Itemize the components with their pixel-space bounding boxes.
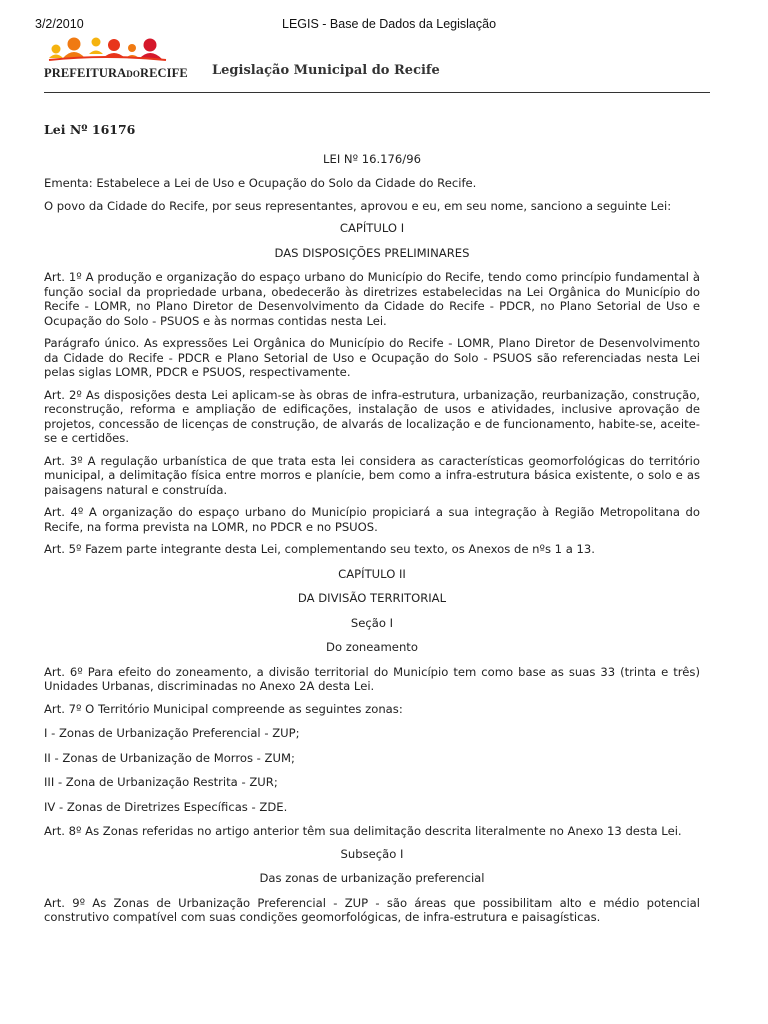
law-title: Lei Nº 16176	[44, 122, 136, 137]
logo-figures-icon	[46, 36, 176, 64]
law-paragraph: Art. 5º Fazem parte integrante desta Lei, complementando seu texto, os Anexos de nºs 1 a 13.	[44, 542, 595, 556]
law-paragraph: Art. 6º Para efeito do zoneamento, a divisão territorial do Município tem como base as suas 33 (trinta e três) Unidades Urbanas, discriminadas no Anexo 2A desta Lei.	[44, 664, 700, 693]
law-paragraph: Parágrafo único. As expressões Lei Orgânica do Município do Recife - LOMR, Plano Diretor de Desenvolvimento da Cidade do Recife - PDCR e Plano Setorial de Uso e Ocupação do Solo - PSUOS são referenciadas nesta Lei pelas siglas LOMR, PDCR e PSUOS, respectivamente.	[44, 336, 700, 379]
section-heading: Seção I	[350, 615, 394, 630]
law-document	[44, 120, 700, 933]
section-heading: CAPÍTULO II	[338, 566, 406, 581]
section-heading: Do zoneamento	[326, 640, 418, 654]
section-heading: Subseção I	[340, 846, 404, 861]
section-heading: Das zonas de urbanização preferencial	[259, 871, 485, 885]
law-paragraph: Art. 2º As disposições desta Lei aplicam-se às obras de infra-estrutura, urbanização, reurbanização, construção, reconstrução, reforma e ampliação de edificações, instalação de usos e atividades, inclusive aprovação de projetos, concessão de licenças de construção, de alvarás de localização e de funcionamento, habite-se, aceite-se e certidões.	[44, 387, 700, 445]
print-header	[0, 17, 768, 35]
law-paragraph: I - Zonas de Urbanização Preferencial - ZUP;	[44, 726, 300, 740]
law-text	[44, 152, 700, 925]
logo-wordmark: PREFEITURADORECIFE	[44, 66, 188, 80]
law-paragraph: II - Zonas de Urbanização de Morros - ZUM;	[44, 750, 295, 765]
law-paragraph: III - Zona de Urbanização Restrita - ZUR;	[44, 775, 278, 789]
law-paragraph: Art. 9º As Zonas de Urbanização Preferencial - ZUP - são áreas que possibilitam alto e médio potencial construtivo compatível com suas condições geomorfológicas, de infra-estrutura e paisagísticas.	[44, 895, 700, 924]
section-heading: LEI Nº 16.176/96	[323, 151, 421, 166]
law-paragraph: Art. 3º A regulação urbanística de que trata esta lei considera as características geomorfológicas do território municipal, a delimitação física entre morros e planície, bem como a infra-estrutura básica existente, o solo e as paisagens natural e construída.	[44, 453, 700, 497]
header-divider	[44, 92, 710, 93]
section-heading: DA DIVISÃO TERRITORIAL	[297, 591, 447, 605]
law-paragraph: Art. 8º As Zonas referidas no artigo anterior têm sua delimitação descrita literalmente no Anexo 13 desta Lei.	[44, 824, 682, 838]
section-heading: CAPÍTULO I	[339, 221, 405, 235]
law-paragraph: Art. 4º A organização do espaço urbano do Município propiciará a sua integração à Região Metropolitana do Recife, na forma prevista na LOMR, no PDCR e no PSUOS.	[44, 505, 700, 534]
print-date: 3/2/2010	[35, 17, 84, 31]
section-heading: DAS DISPOSIÇÕES PRELIMINARES	[274, 245, 470, 260]
law-paragraph: Ementa: Estabelece a Lei de Uso e Ocupação do Solo da Cidade do Recife.	[44, 176, 477, 190]
law-paragraph: Art. 7º O Território Municipal compreende as seguintes zonas:	[44, 701, 403, 716]
site-title: Legislação Municipal do Recife	[212, 63, 440, 78]
law-paragraph: Art. 1º A produção e organização do espaço urbano do Município do Recife, tendo como princípio fundamental à função social da propriedade urbana, obedecerão às diretrizes estabelecidas na Lei Orgânica do Município do Recife - LOMR, no Plano Diretor de Desenvolvimento da Cidade do Recife - PDCR, no Plano Setorial de Uso e Ocupação do Solo - PSUOS e às normas contidas nesta Lei.	[44, 270, 700, 328]
print-page-title: LEGIS - Base de Dados da Legislação	[282, 17, 497, 31]
law-paragraph: IV - Zonas de Diretrizes Específicas - ZDE.	[44, 799, 288, 814]
law-paragraph: O povo da Cidade do Recife, por seus representantes, aprovou e eu, em seu nome, sanciono a seguinte Lei:	[44, 198, 672, 213]
prefeitura-recife-logo[interactable]	[44, 36, 188, 84]
